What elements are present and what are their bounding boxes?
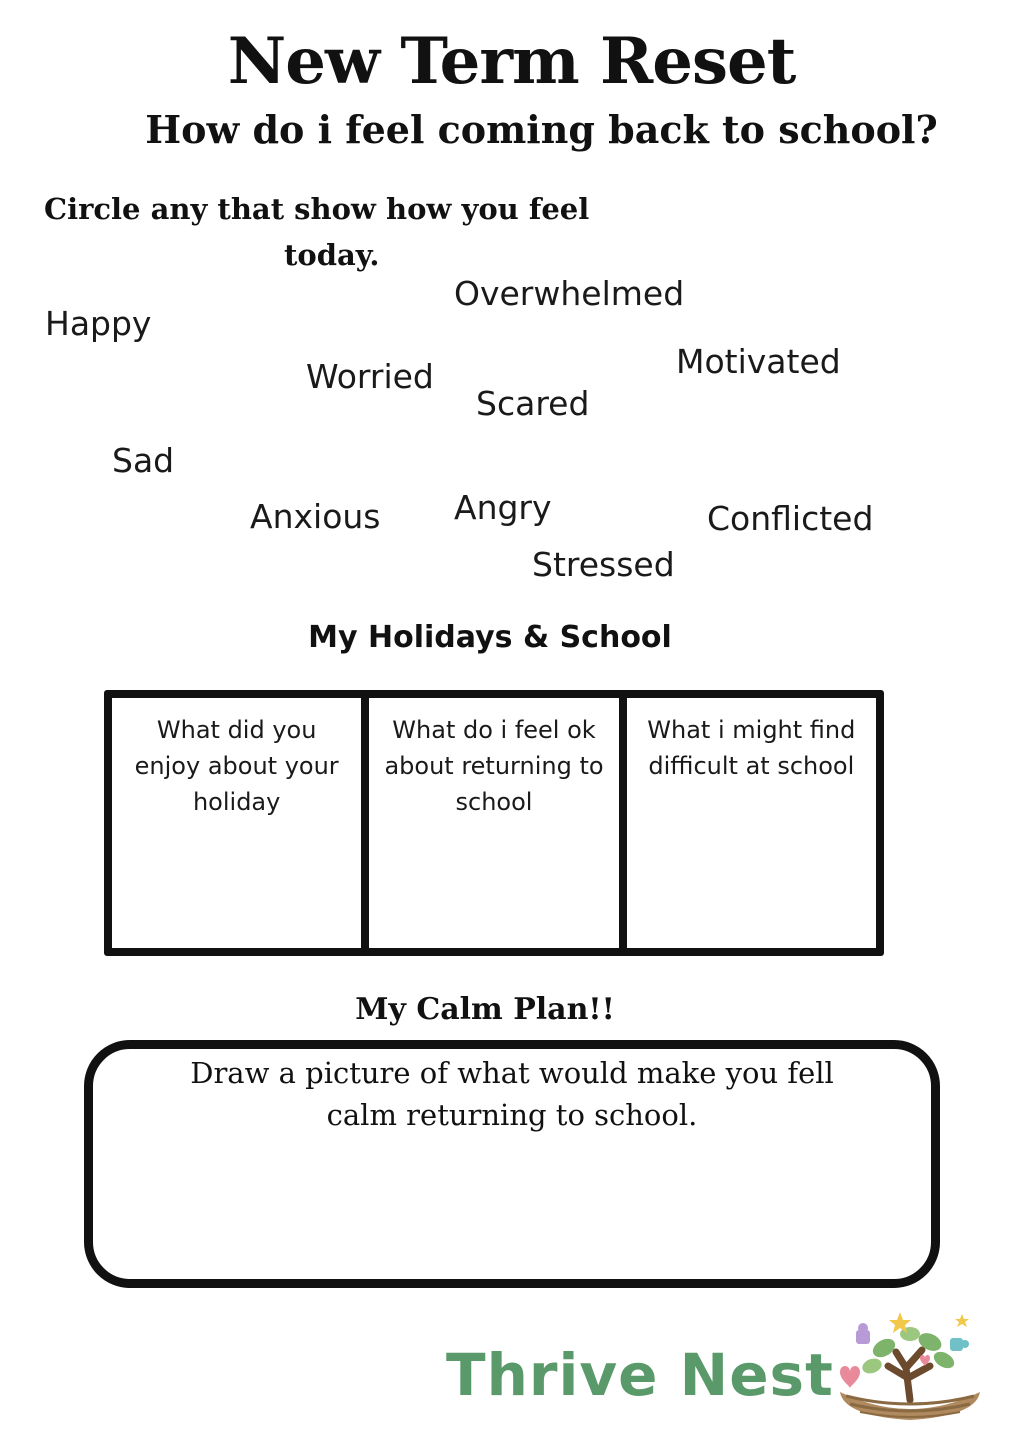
feeling-worried[interactable]: Worried	[306, 357, 434, 396]
feeling-sad[interactable]: Sad	[112, 441, 175, 480]
feeling-anxious[interactable]: Anxious	[250, 497, 381, 536]
instruction-line-1: Circle any that show how you feel	[44, 192, 590, 226]
calm-plan-heading: My Calm Plan!!	[355, 992, 615, 1027]
calm-plan-prompt: Draw a picture of what would make you fell calm returning to school.	[190, 1056, 834, 1132]
feeling-angry[interactable]: Angry	[454, 488, 552, 527]
circle-instruction	[44, 186, 644, 278]
feeling-stressed[interactable]: Stressed	[532, 545, 675, 584]
holiday-enjoy-box[interactable]: What did you enjoy about your holiday	[134, 716, 339, 816]
page-title: New Term Reset	[227, 24, 796, 99]
difficult-school-box[interactable]: What i might find difficult at school	[619, 698, 876, 948]
brand-name: Thrive Nest	[446, 1341, 834, 1409]
feeling-motivated[interactable]: Motivated	[676, 342, 841, 381]
holidays-heading: My Holidays & School	[308, 620, 672, 655]
feeling-overwhelmed[interactable]: Overwhelmed	[454, 274, 685, 313]
returning-ok-box[interactable]: What do i feel ok about returning to school	[361, 698, 618, 948]
instruction-line-2: today.	[284, 238, 380, 272]
holidays-table	[104, 690, 884, 956]
feeling-conflicted[interactable]: Conflicted	[707, 499, 874, 538]
page-subtitle: How do i feel coming back to school?	[145, 107, 938, 152]
nest-tree-logo-icon	[826, 1308, 994, 1424]
feeling-happy[interactable]: Happy	[45, 304, 152, 343]
feeling-scared[interactable]: Scared	[476, 384, 590, 423]
